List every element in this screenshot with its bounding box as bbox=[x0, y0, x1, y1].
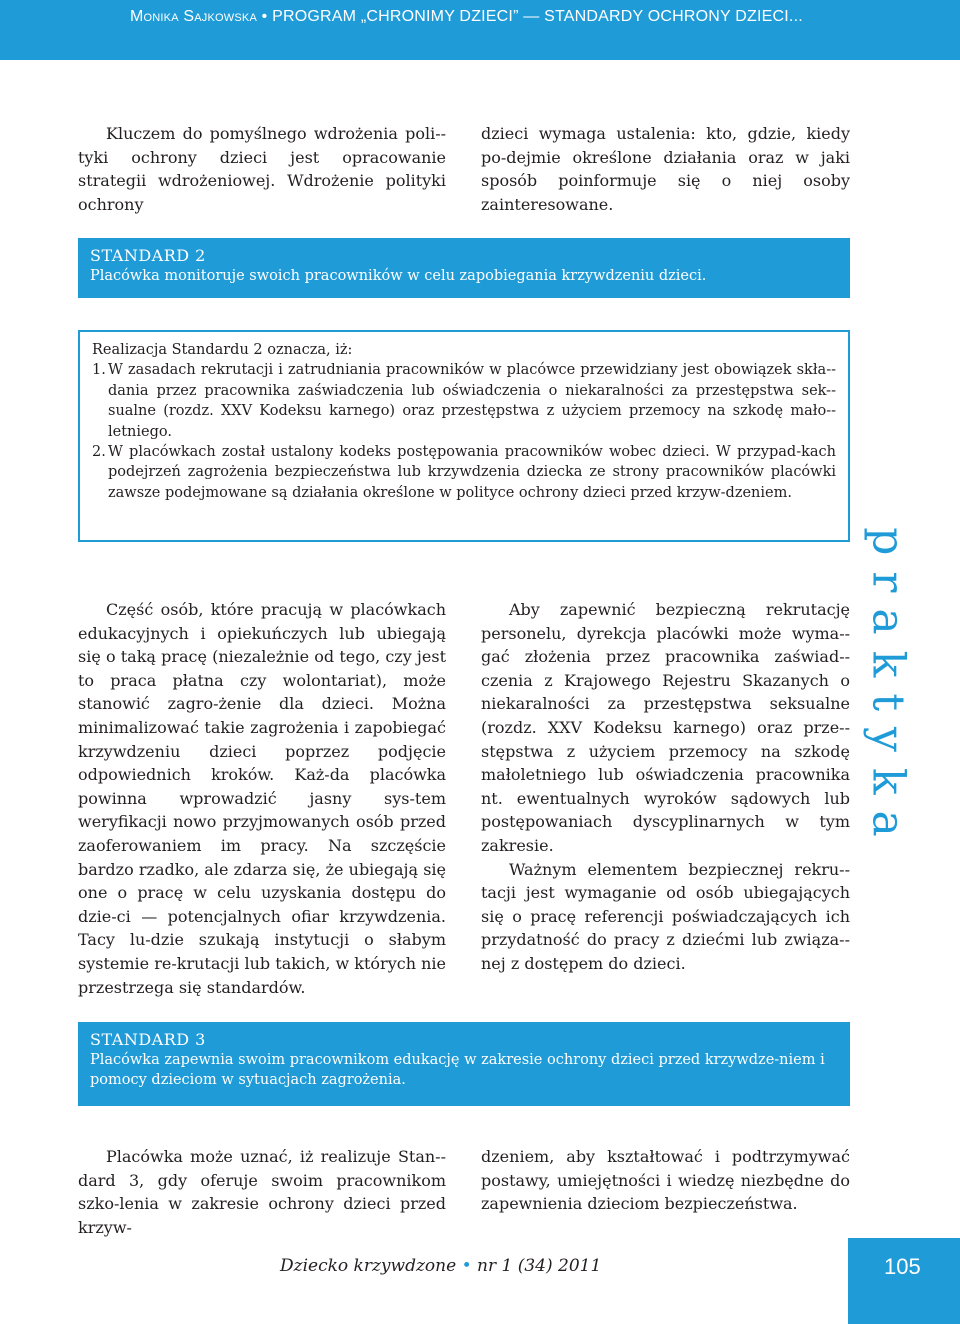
header-separator: • bbox=[261, 8, 268, 25]
list-item-number: 2. bbox=[92, 444, 106, 461]
header-title: PROGRAM „CHRONIMY DZIECI” — STANDARDY OCHRONY DZIECI... bbox=[272, 8, 803, 25]
intro-left-column bbox=[78, 122, 446, 216]
body-right-column bbox=[481, 598, 850, 976]
intro-right-column bbox=[481, 122, 850, 216]
realization-list bbox=[92, 360, 836, 503]
standard-2-title: STANDARD 2 bbox=[90, 246, 206, 265]
intro-left-text: Kluczem do pomyślnego wdrożenia poli-tyki ochrony dzieci jest opracowanie strategii wdrożeniowej. Wdrożenie polityki ochrony bbox=[78, 124, 446, 214]
header-text bbox=[130, 8, 803, 26]
list-item-text: W zasadach rekrutacji i zatrudniania pracowników w placówce przewidziany jest obowiązek skła-dania przez pracownika zaświadczenia lub oświadczenia o niekaralności za przestępstwa sek-sualne (rozdz. XXV Kodeksu karnego) oraz przestępstwa z użyciem przemocy na szkodę mało-letniego. bbox=[108, 362, 836, 440]
closing-right-text: dzeniem, aby kształtować i podtrzymywać postawy, umiejętności i wiedzę niezbędne do zapewnienia dzieciom bezpieczeństwa. bbox=[481, 1147, 850, 1214]
footer-issue: nr 1 (34) 2011 bbox=[477, 1256, 602, 1276]
header-author: Monika Sajkowska bbox=[130, 8, 257, 25]
standard-3-text: Placówka zapewnia swoim pracownikom edukację w zakresie ochrony dzieci przed krzywdze-niem i pomocy dzieciom w sytuacjach zagrożenia. bbox=[90, 1052, 825, 1088]
list-item bbox=[92, 360, 836, 442]
page-number: 105 bbox=[884, 1254, 921, 1279]
body-right-paragraph-2: Ważnym elementem bezpiecznej rekru-tacji jest wymaganie od osób ubiegających się o pracę referencji poświadczających ich przydatność do pracy z dziećmi lub związa-nej z dostępem do dzieci. bbox=[481, 859, 850, 973]
list-item bbox=[92, 442, 836, 503]
footer-journal-title: Dziecko krzywdzone bbox=[280, 1256, 457, 1276]
standard-3-title: STANDARD 3 bbox=[90, 1030, 206, 1049]
footer-separator: • bbox=[461, 1256, 472, 1276]
intro-right-text: dzieci wymaga ustalenia: kto, gdzie, kiedy po-dejmie określone działania oraz w jaki sposób poinformuje się o niej osoby zainteresowane. bbox=[481, 124, 850, 214]
side-label-text: praktyka bbox=[862, 527, 914, 853]
body-right-paragraph-1: Aby zapewnić bezpieczną rekrutację personelu, dyrekcja placówki może wyma-gać złożenia przez pracownika zaświad-czenia z Krajowego Rejestru Skazanych o niekaralności za przestępstwa seksualne (rozdz. XXV Kodeksu karnego) oraz prze-stępstwa z użyciem przemocy na szkodę małoletniego lub oświadczenia pracownika nt. ewentualnych wyroków sądowych lub postępowaniach dyscyplinarnych w tym zakresie. bbox=[481, 600, 850, 855]
closing-left-column bbox=[78, 1145, 446, 1239]
closing-right-column bbox=[481, 1145, 850, 1216]
standard-3-box bbox=[78, 1022, 850, 1106]
running-header bbox=[0, 0, 960, 60]
closing-left-text: Placówka może uznać, iż realizuje Stan-dard 3, gdy oferuje swoim pracownikom szko-lenia w zakresie ochrony dzieci przed krzyw- bbox=[78, 1147, 446, 1237]
body-left-text: Część osób, które pracują w placówkach edukacyjnych i opiekuńczych lub ubiegają się o taką pracę (niezależnie od tego, czy jest to praca płatna czy wolontariat), może stanowić zagro-żenie dla dzieci. Można minimalizować takie zagrożenia i zapobiegać krzywdzeniu dzieci poprzez podjęcie odpowiednich kroków. Każ-da placówka powinna wprowadzić jasny sys-tem weryfikacji nowo przyjmowanych osób przed zaoferowaniem im pracy. Na szczęście bardzo rzadko, ale zdarza się, że ubiegają się one o pracę w celu uzyskania dostępu do dzie-ci — potencjalnych ofiar krzywdzenia. Tacy lu-dzie szukają instytucji o słabym systemie re-krutacji lub takich, w których nie przestrzega się standardów. bbox=[78, 600, 446, 997]
standard-2-box bbox=[78, 238, 850, 298]
list-item-text: W placówkach został ustalony kodeks postępowania pracowników wobec dzieci. W przypad-kach podejrzeń zagrożenia bezpieczeństwa lub krzywdzenia dziecka ze strony pracowników placówki zawsze podejmowane są działania określone w polityce ochrony dzieci przed krzyw-dzeniem. bbox=[108, 444, 836, 501]
realization-box bbox=[78, 330, 850, 542]
list-item-number: 1. bbox=[92, 362, 106, 379]
body-left-column bbox=[78, 598, 446, 999]
page-number-box bbox=[848, 1238, 960, 1324]
footer-journal bbox=[280, 1256, 601, 1276]
section-side-label bbox=[862, 440, 914, 940]
realization-intro: Realizacja Standardu 2 oznacza, iż: bbox=[92, 342, 353, 358]
standard-2-text: Placówka monitoruje swoich pracowników w celu zapobiegania krzywdzeniu dzieci. bbox=[90, 268, 707, 284]
